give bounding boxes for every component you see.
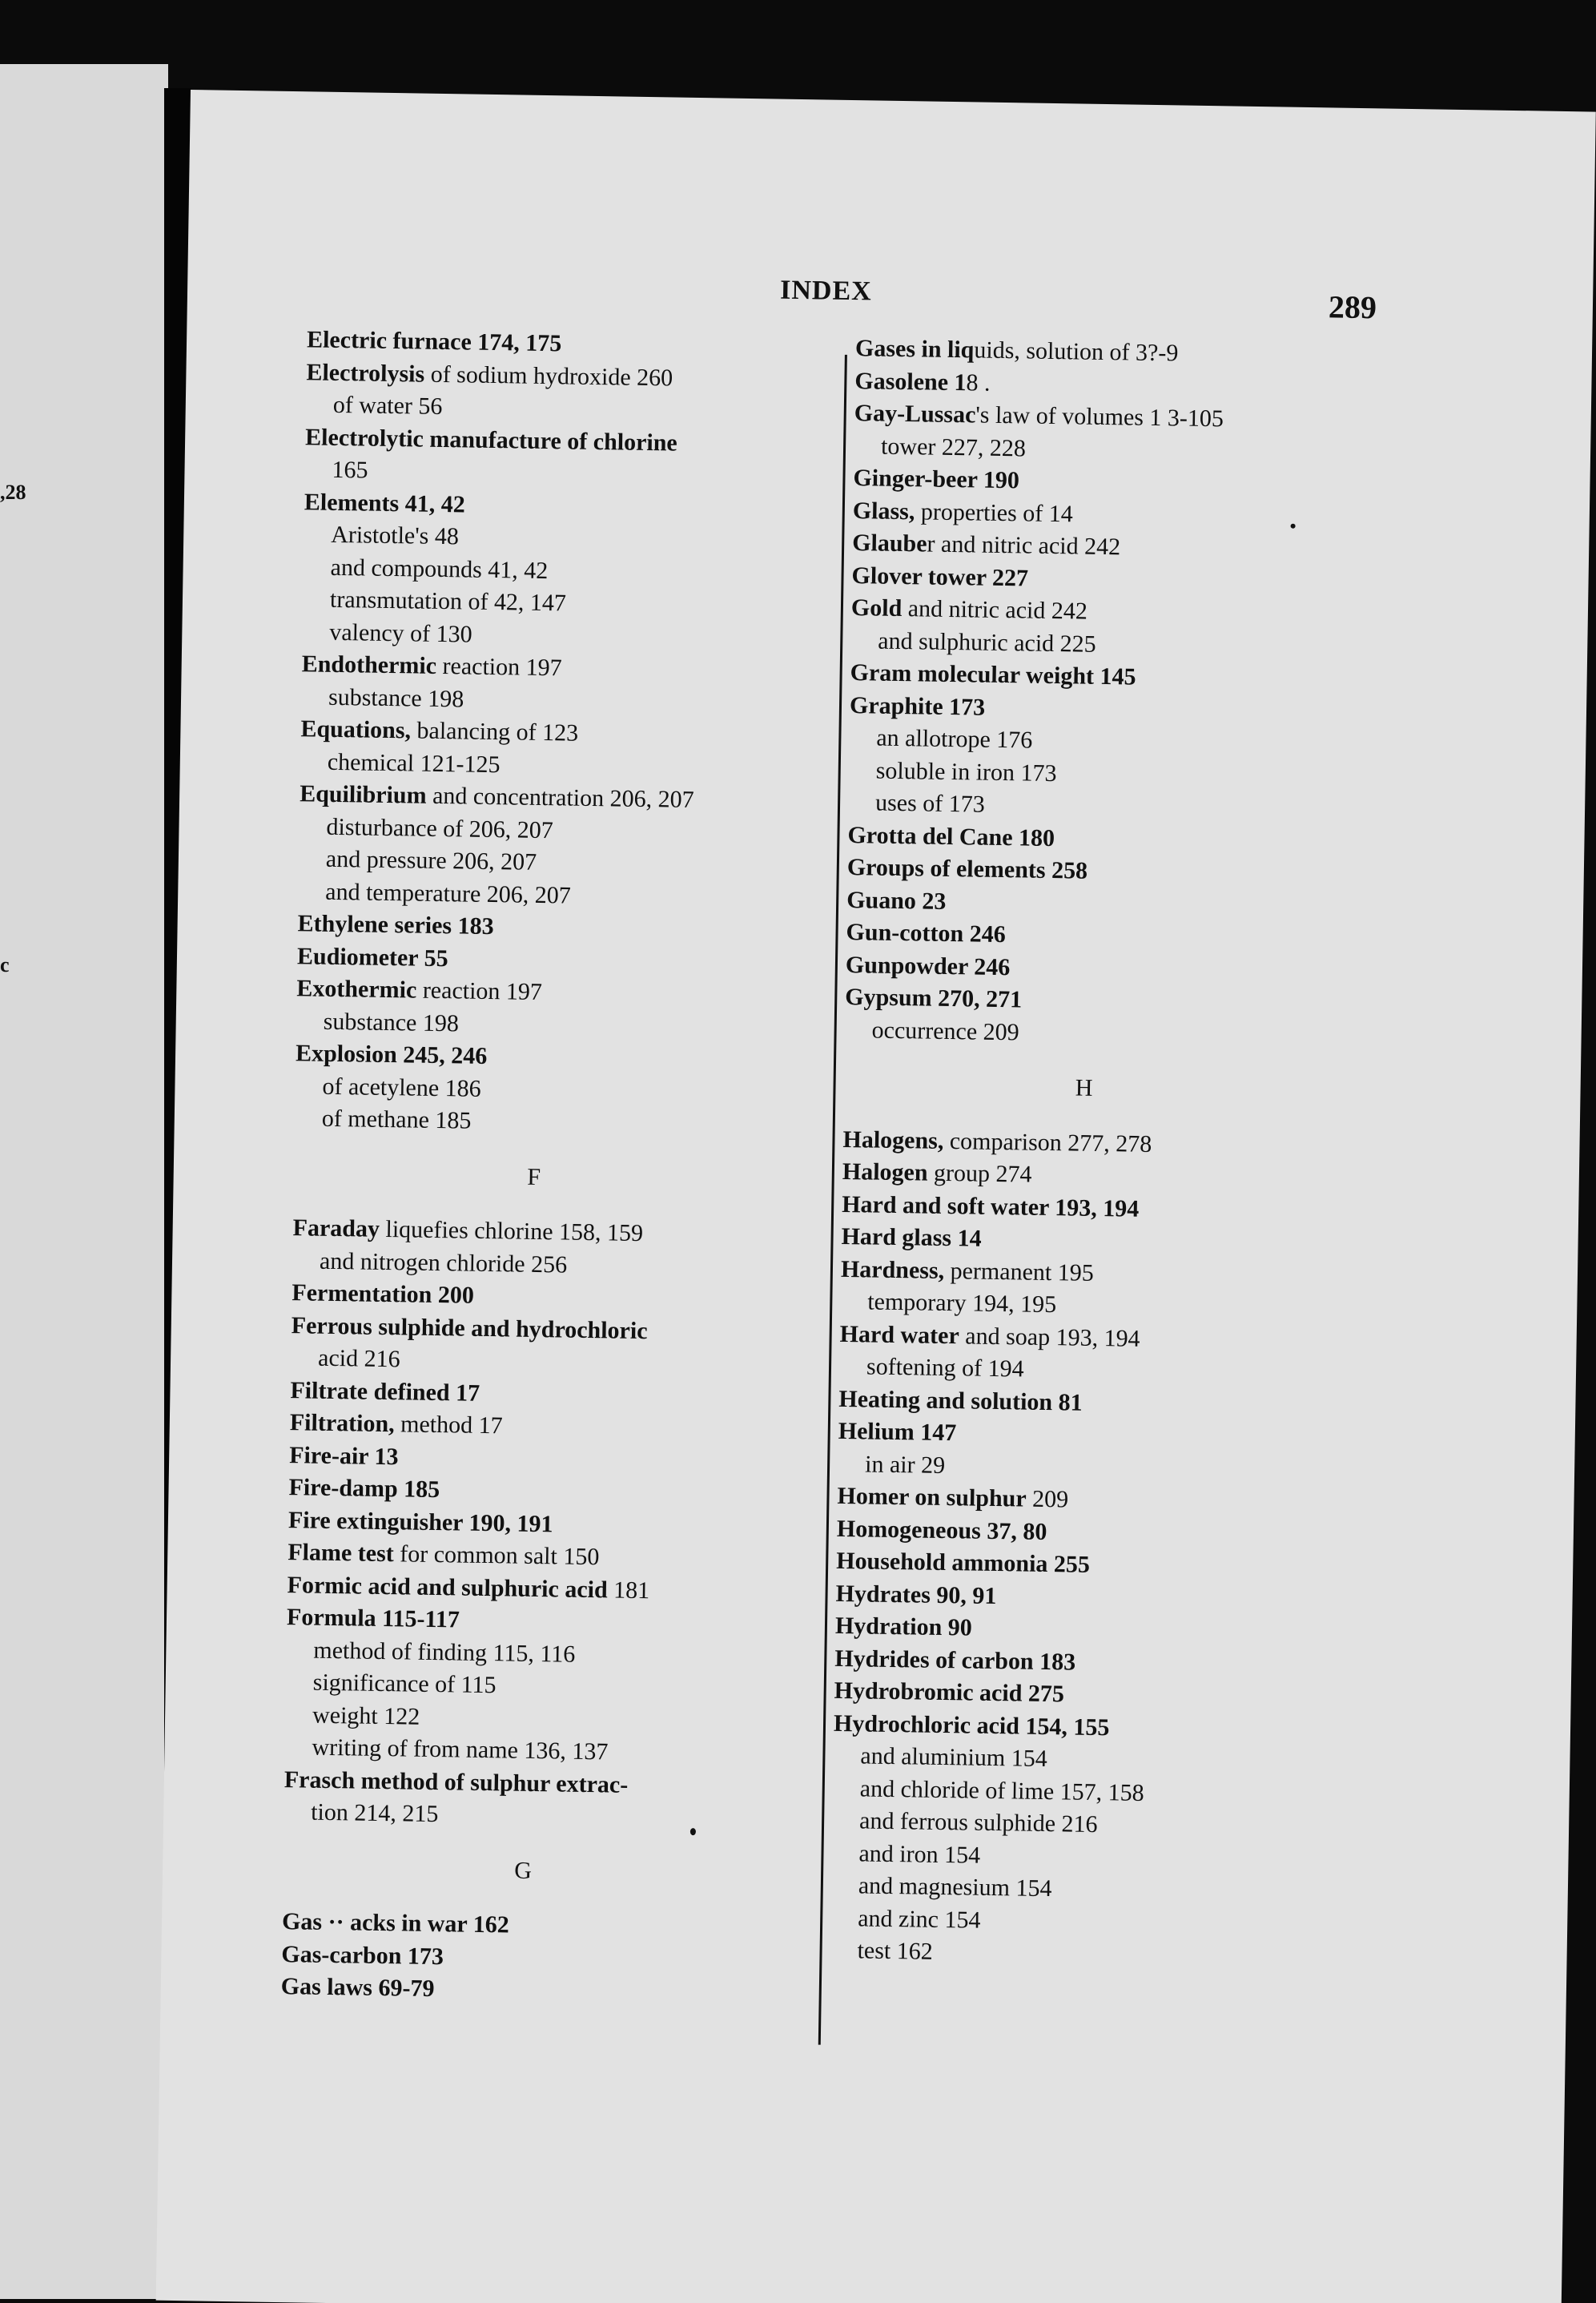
- index-heading: Flame test: [287, 1539, 395, 1568]
- left-page-fragment: c: [0, 953, 10, 976]
- index-subentry: and chloride of lime 157, 158: [859, 1774, 1144, 1806]
- index-subentry: uses of 173: [874, 789, 986, 818]
- index-heading: Hydrides of carbon 183: [834, 1645, 1076, 1676]
- index-entry-continuation: tion 214, 215: [310, 1798, 439, 1828]
- index-heading: Gasolene 1: [854, 367, 967, 396]
- index-heading: Electrolytic manufacture of chlorine: [304, 423, 678, 457]
- index-heading: Electric furnace 174, 175: [306, 326, 562, 357]
- index-heading: Halogens,: [842, 1125, 944, 1154]
- index-locator: of sodium hydroxide 260: [424, 360, 673, 392]
- index-heading: Eudiometer 55: [296, 942, 448, 972]
- index-heading: Fire extinguisher 190, 191: [287, 1506, 553, 1537]
- index-subentry: and nitrogen chloride 256: [319, 1247, 568, 1278]
- index-heading: Ferrous sulphide and hydrochloric: [291, 1311, 648, 1344]
- index-heading: Filtrate defined 17: [290, 1376, 480, 1407]
- index-heading: Hydration 90: [834, 1612, 973, 1641]
- index-heading: Helium 147: [838, 1417, 957, 1447]
- index-locator: uids, solution of 3?-9: [974, 336, 1179, 367]
- index-subentry: and magnesium 154: [858, 1872, 1052, 1902]
- index-heading: Faraday: [292, 1214, 380, 1242]
- index-heading: Equations,: [300, 715, 412, 744]
- page-number: 289: [1328, 288, 1377, 326]
- index-heading: Gas ·· acks in war 162: [281, 1908, 509, 1939]
- index-subentry: and pressure 206, 207: [325, 845, 537, 876]
- index-subentry: and ferrous sulphide 216: [858, 1807, 1098, 1838]
- index-heading: Groups of elements 258: [846, 853, 1088, 884]
- index-heading: Glaube: [851, 529, 927, 558]
- index-heading: Elements 41, 42: [304, 488, 466, 517]
- left-page-fragment: ,28: [0, 481, 26, 504]
- index-subentry: and aluminium 154: [860, 1742, 1047, 1773]
- index-subentry: tower 227, 228: [880, 433, 1027, 461]
- index-column-right: [830, 332, 1384, 1975]
- index-heading: Gas laws 69-79: [280, 1973, 435, 2003]
- index-heading: Hard glass 14: [841, 1222, 982, 1252]
- index-heading: Ethylene series 183: [297, 910, 494, 940]
- index-subentry: significance of 115: [312, 1669, 496, 1699]
- index-heading: Equilibrium: [299, 780, 427, 809]
- index-locator: and concentration 206, 207: [426, 782, 694, 813]
- index-heading: Electrolysis: [306, 358, 425, 388]
- index-heading: Graphite 173: [849, 691, 986, 721]
- index-subentry: in air 29: [864, 1450, 946, 1479]
- index-subentry: disturbance of 206, 207: [326, 813, 554, 843]
- index-subentry: method of finding 115, 116: [313, 1637, 576, 1668]
- index-heading: Heating and solution 81: [838, 1385, 1083, 1416]
- index-heading: Gases in liq: [854, 335, 975, 364]
- index-heading: Hardness,: [840, 1255, 945, 1284]
- index-heading: Fermentation 200: [291, 1279, 475, 1309]
- index-column-left: [280, 324, 835, 2011]
- index-subentry: occurrence 209: [871, 1017, 1019, 1045]
- scan-speck: [1291, 524, 1296, 529]
- index-locator: 's law of volumes 1 3-105: [975, 401, 1224, 433]
- index-heading: Homogeneous 37, 80: [836, 1515, 1047, 1545]
- index-heading: Fire-air 13: [288, 1441, 399, 1470]
- index-heading: Hard and soft water 193, 194: [841, 1190, 1140, 1222]
- index-subentry: softening of 194: [866, 1353, 1024, 1383]
- index-locator: reaction 197: [436, 652, 562, 682]
- index-subentry: and compounds 41, 42: [330, 554, 549, 584]
- page-header: [187, 266, 1594, 328]
- index-locator: liquefies chlorine 158, 159: [379, 1215, 644, 1247]
- index-locator: r and nitric acid 242: [927, 530, 1121, 561]
- index-page: [156, 90, 1596, 2303]
- index-heading: Gunpowder 246: [845, 951, 1011, 980]
- index-heading: Glass,: [852, 497, 915, 525]
- index-locator: 181: [607, 1576, 650, 1604]
- section-letter: F: [527, 1163, 541, 1190]
- index-locator: properties of 14: [915, 497, 1074, 527]
- index-subentry: of water 56: [332, 391, 443, 420]
- index-heading: Halogen: [842, 1158, 928, 1186]
- index-subentry: of acetylene 186: [322, 1073, 481, 1102]
- index-heading: Household ammonia 255: [835, 1547, 1091, 1578]
- index-heading: Exothermic: [296, 975, 417, 1004]
- index-heading: Grotta del Cane 180: [847, 821, 1055, 852]
- index-heading: Explosion 245, 246: [295, 1040, 488, 1069]
- index-entry-continuation: 165: [332, 456, 368, 484]
- index-subentry: valency of 130: [329, 618, 472, 648]
- index-heading: Gay-Lussac: [854, 400, 976, 429]
- index-subentry: transmutation of 42, 147: [329, 586, 567, 617]
- index-heading: Filtration,: [289, 1409, 395, 1438]
- index-subentry: and temperature 206, 207: [325, 878, 572, 909]
- index-subentry: temporary 194, 195: [867, 1288, 1057, 1319]
- index-subentry: an allotrope 176: [876, 724, 1033, 754]
- index-heading: Gas-carbon 173: [281, 1940, 444, 1970]
- index-heading: Hydrochloric acid 154, 155: [833, 1709, 1110, 1741]
- index-locator: permanent 195: [943, 1257, 1094, 1286]
- index-heading: Glover tower 227: [851, 562, 1029, 592]
- index-heading: Frasch method of sulphur extrac-: [283, 1765, 629, 1798]
- index-locator: method 17: [394, 1411, 503, 1439]
- index-entry-continuation: acid 216: [317, 1344, 400, 1373]
- index-locator: reaction 197: [416, 976, 543, 1006]
- index-locator: and nitric acid 242: [902, 595, 1088, 625]
- index-locator: balancing of 123: [410, 717, 579, 747]
- index-heading: Guano 23: [846, 886, 947, 915]
- index-subentry: of methane 185: [321, 1105, 472, 1134]
- index-subentry: test 162: [857, 1937, 934, 1965]
- index-subentry: chemical 121-125: [327, 748, 501, 778]
- index-heading: Homer on sulphur: [837, 1482, 1027, 1512]
- index-heading: Hard water: [839, 1320, 960, 1349]
- index-subentry: and sulphuric acid 225: [878, 627, 1096, 658]
- index-locator: and soap 193, 194: [959, 1322, 1140, 1352]
- index-heading: Formula 115-117: [286, 1604, 460, 1633]
- left-page-edge: [0, 64, 168, 2299]
- index-subentry: Aristotle's 48: [331, 521, 460, 550]
- index-heading: Gun-cotton 246: [846, 918, 1007, 948]
- index-locator: 209: [1026, 1485, 1069, 1513]
- index-locator: comparison 277, 278: [943, 1127, 1152, 1158]
- index-heading: Gold: [850, 594, 903, 622]
- index-subentry: writing of from name 136, 137: [312, 1733, 609, 1765]
- section-letter: G: [514, 1857, 533, 1884]
- index-heading: Hydrobromic acid 275: [834, 1677, 1065, 1708]
- index-subentry: soluble in iron 173: [875, 757, 1057, 787]
- index-locator: for common salt 150: [393, 1540, 600, 1571]
- section-letter: H: [1075, 1074, 1093, 1101]
- index-subentry: weight 122: [312, 1701, 420, 1730]
- page-title: INDEX: [779, 275, 873, 307]
- index-heading: Endothermic: [301, 650, 437, 679]
- index-locator: group 274: [927, 1159, 1032, 1188]
- index-subentry: and zinc 154: [857, 1904, 981, 1934]
- index-locator: 8 .: [966, 368, 991, 397]
- index-heading: Gypsum 270, 271: [845, 983, 1023, 1013]
- index-heading: Gram molecular weight 145: [850, 659, 1136, 690]
- index-heading: Ginger-beer 190: [853, 465, 1020, 494]
- index-heading: Hydrates 90, 91: [835, 1580, 997, 1609]
- index-subentry: and iron 154: [858, 1839, 981, 1869]
- index-heading: Formic acid and sulphuric acid: [287, 1571, 608, 1603]
- index-heading: Fire-damp 185: [288, 1474, 440, 1504]
- index-subentry: substance 198: [323, 1008, 460, 1037]
- index-subentry: substance 198: [328, 683, 464, 712]
